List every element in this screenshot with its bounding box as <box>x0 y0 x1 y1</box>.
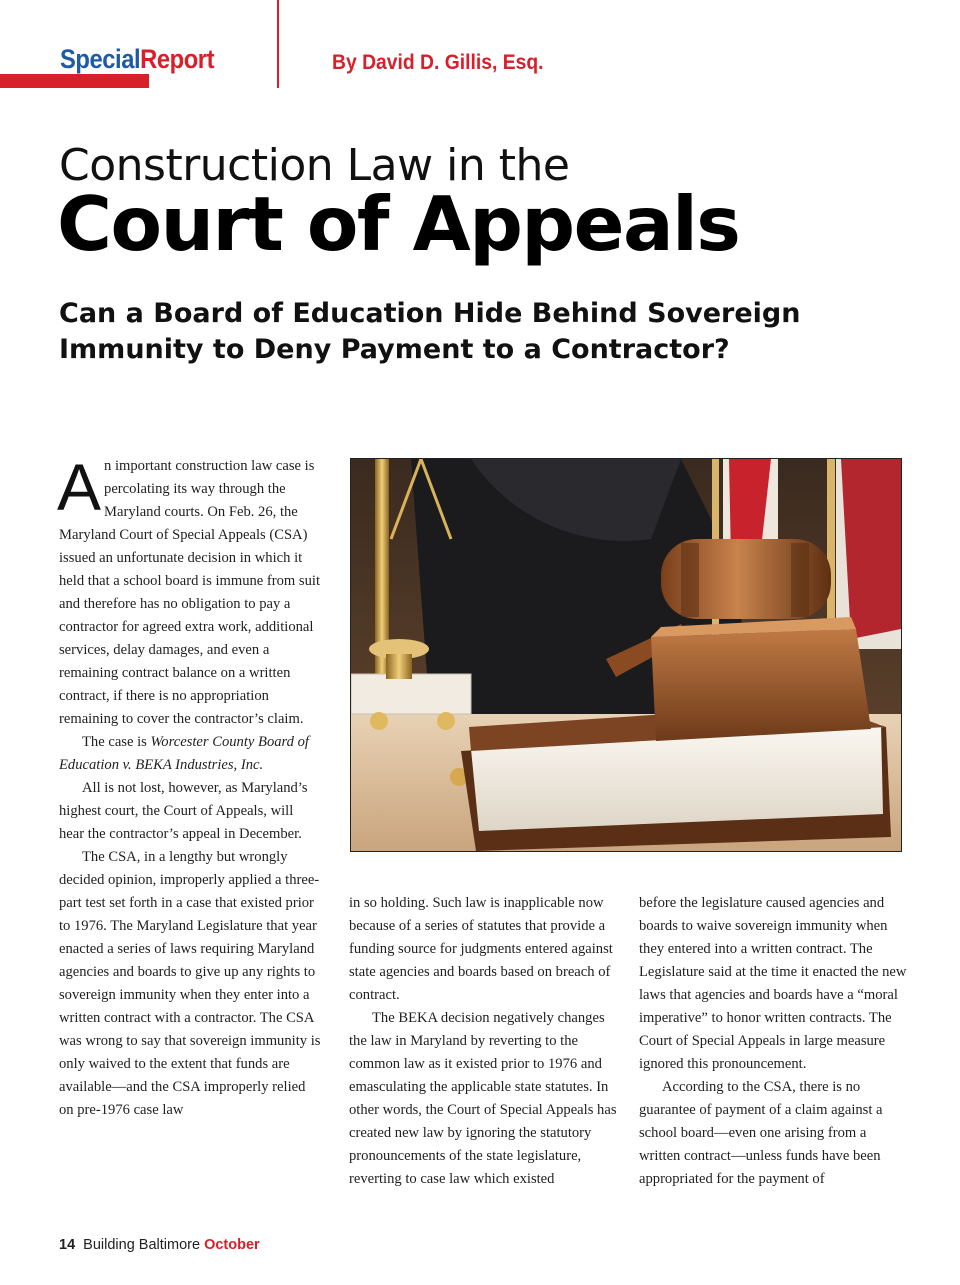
article-column-2 <box>349 892 617 1191</box>
issue-month: October <box>204 1237 260 1253</box>
section-label-word1: Special <box>60 44 141 74</box>
title-kicker: Construction Law in the <box>59 140 570 191</box>
byline: By David D. Gillis, Esq. <box>332 51 544 74</box>
gavel-illustration <box>351 459 901 851</box>
case-name: Worcester County Board of Education v. BEKA Industries, Inc. <box>59 734 309 773</box>
paragraph: in so holding. Such law is inapplicable now because of a series of statutes that provide a funding source for judgments entered against state agencies and boards based on breach of contract. <box>349 895 613 1003</box>
section-label <box>60 44 214 75</box>
gavel-photo <box>350 458 902 852</box>
paragraph <box>57 450 321 731</box>
header-accent-bar <box>0 74 149 88</box>
paragraph: All is not lost, however, as Maryland’s highest court, the Court of Appeals, will hear the contractor’s appeal in December. <box>59 780 308 842</box>
publication-name: Building Baltimore <box>83 1237 201 1253</box>
drop-cap: A <box>57 450 102 524</box>
paragraph <box>59 731 321 777</box>
page-title: Court of Appeals <box>57 180 740 268</box>
paragraph: before the legislature caused agencies and boards to waive sovereign immunity when they entered into a written contract. The Legislature said at the time it enacted the new laws that agencies and boards have a “moral imperative” to honor written contracts. The Court of Special Appeals in large measure ignored this pronouncement. <box>639 895 907 1072</box>
subtitle: Can a Board of Education Hide Behind Sovereign Immunity to Deny Payment to a Contractor? <box>59 298 801 365</box>
article-column-1 <box>57 450 321 1122</box>
page-footer <box>59 1237 260 1253</box>
paragraph: The BEKA decision negatively changes the law in Maryland by reverting to the common law as it existed prior to 1976 and emasculating the applicable state statutes. In other words, the Court of Special Appeals has created new law by ignoring the statutory pronouncements of the state legislature, reverting to case law which existed <box>349 1010 617 1187</box>
article-column-3 <box>639 892 907 1191</box>
paragraph-text: The case is <box>82 734 151 750</box>
section-label-word2: Report <box>140 44 215 74</box>
page-number: 14 <box>59 1237 76 1253</box>
paragraph: According to the CSA, there is no guarantee of payment of a claim against a school board—even one arising from a written contract—unless funds have been appropriated for the payment of <box>639 1079 883 1187</box>
paragraph: The CSA, in a lengthy but wrongly decided opinion, improperly applied a three-part test set forth in a case that existed prior to 1976. The Maryland Legislature that year enacted a series of laws requiring Maryland agencies and boards to give up any rights to sovereign immunity when they enter into a written contract with a contractor. The CSA was wrong to say that sovereign immunity is only waived to the extent that funds are available—and the CSA improperly relied on pre-1976 case law <box>59 849 321 1118</box>
header-divider <box>277 0 279 88</box>
paragraph-text: n important construction law case is percolating its way through the Maryland courts. On Feb. 26, the Maryland Court of Special Appeals (CSA) issued an unfortunate decision in which it held that a school board is immune from suit and therefore has no obligation to pay a contractor for agreed extra work, additional services, delay damages, and even a remaining contract balance on a written contract, if there is no appropriation remaining to cover the contractor’s claim. <box>59 458 321 727</box>
